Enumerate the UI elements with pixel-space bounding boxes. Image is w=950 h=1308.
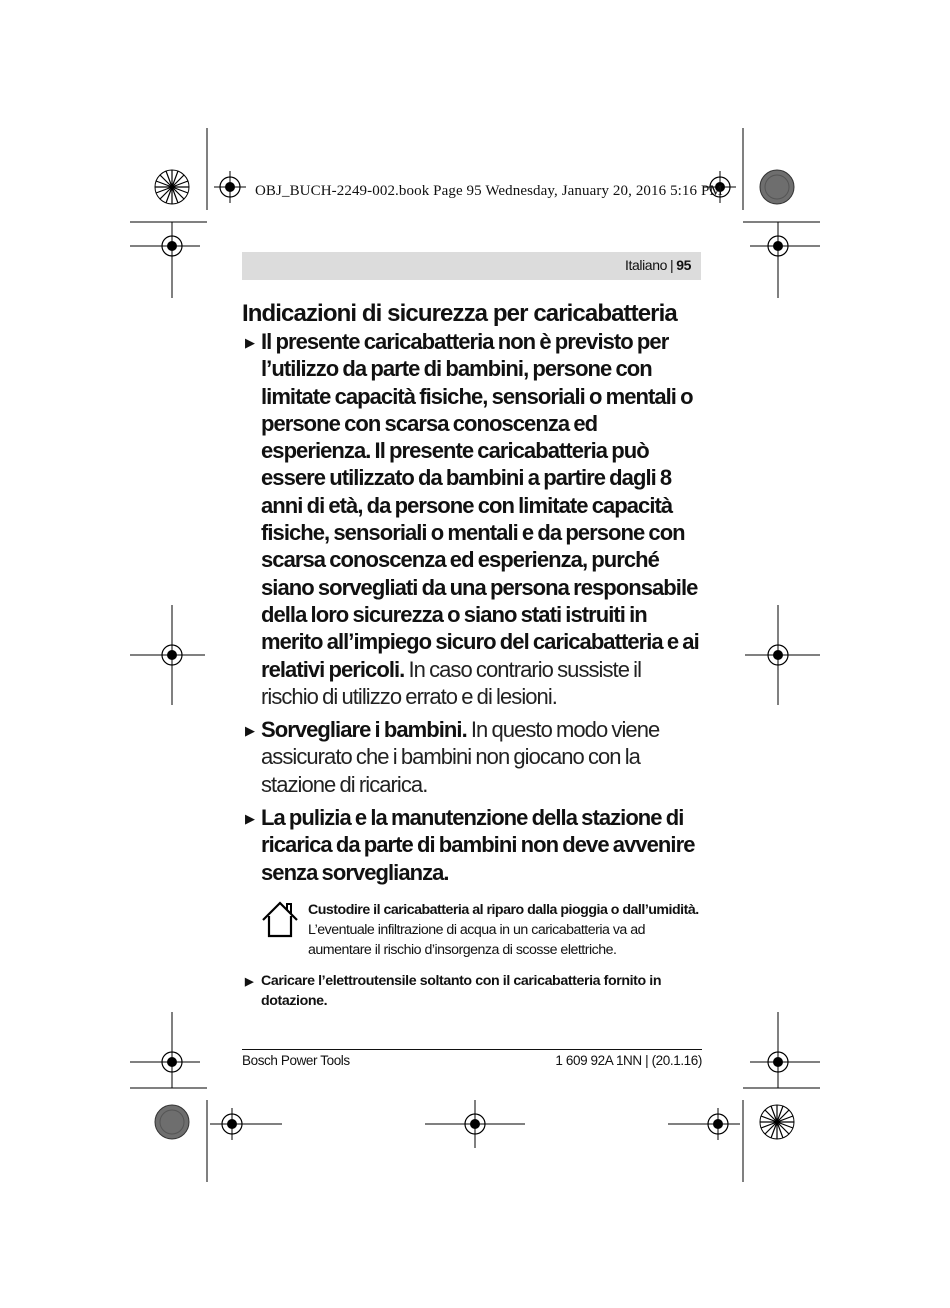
page-header [242,252,701,280]
charger-bullet [242,971,702,1011]
safety-bullet [242,716,702,798]
bullet-arrow-icon: ▶ [245,723,255,739]
footer-rule [242,1049,702,1050]
header-text [625,257,691,273]
main-content [242,300,702,1011]
print-slug: OBJ_BUCH-2249-002.book Page 95 Wednesday, January 20, 2016 5:16 PM [255,183,723,199]
page-number: 95 [676,257,691,273]
footer-brand: Bosch Power Tools [242,1053,350,1068]
section-title: Indicazioni di sicurezza per caricabatteria [242,300,677,327]
bullet-text: In caso contrario sussiste il rischio di utilizzo errato e di lesioni. [261,656,642,709]
charger-bullet-text: Caricare l’elettroutensile soltanto con il caricabatteria fornito in dotazione. [261,972,662,1009]
footer-doc-number: 1 609 92A 1NN | (20.1.16) [555,1053,702,1068]
bullet-arrow-icon: ▶ [245,335,255,350]
safety-bullet [242,804,702,886]
bullet-arrow-icon: ▶ [245,811,255,827]
safety-bullet [242,328,702,710]
bullet-bold-text: Sorvegliare i bambini. [261,717,467,743]
warning-text: L’eventuale infiltrazione di acqua in un caricabatteria va ad aumentare il rischio d’insorgenza di scosse elettriche. [308,921,646,958]
bullet-text: In questo modo viene assicurato che i bambini non giocano con la stazione di ricarica. [261,717,660,797]
house-icon [260,900,300,946]
warning-bold-text: Custodire il caricabatteria al riparo dalla pioggia o dall’umidità. [308,901,699,918]
bullet-bold-text: Il presente caricabatteria non è previsto per l’utilizzo da parte di bambini, persone con limitate capacità fisiche, sensoriali o mentali o persone con scarsa conoscenza ed esperienza. Il presente caricabatteria può essere utilizzato da bambini a partire dagli 8 anni di età, da persone con limitate capacità fisiche, sensoriali o mentali e da persone con scarsa conoscenza ed esperienza, purché siano sorvegliati da una persona responsabile della loro sicurezza o siano stati istruiti in merito all’impiego sicuro del caricabatteria e ai relativi pericoli. [261,329,699,682]
bullet-bold-text: La pulizia e la manutenzione della stazione di ricarica da parte di bambini non deve avvenire senza sorveglianza. [261,805,695,885]
header-separator: | [669,257,674,273]
indoor-use-warning [242,900,702,960]
bullet-arrow-icon: ▶ [245,975,254,988]
header-language: Italiano [625,257,667,273]
